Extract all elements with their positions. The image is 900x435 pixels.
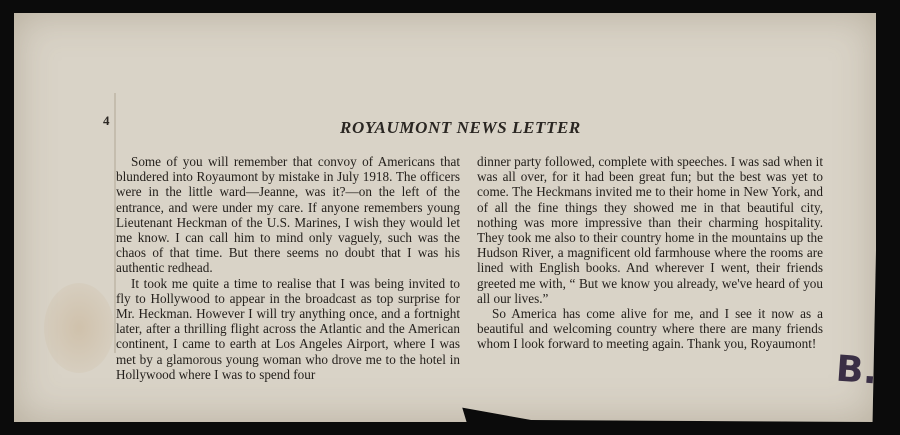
left-paragraph-1: Some of you will remember that convoy of Americans that blundered into Royaumont by mistake in July 1918. The officers were in the little ward—Jeanne, was it?—on the left of the entrance, and were under my care. If anyone remembers young Lieutenant Heckman of the U.S. Marines, I wish they would let me know. I can call him to mind only vaguely, such was the chaos of that time. But there seems no doubt that I was his authentic redhead. [116,154,460,276]
paper-stain [44,283,114,373]
right-paragraph-2: So America has come alive for me, and I see it now as a beautiful and welcoming country where there are many friends whom I look forward to meeting again. Thank you, Royaumont! [477,306,823,352]
page-number: 4 [103,113,110,128]
left-column [116,154,460,382]
right-paragraph-1: dinner party followed, complete with speeches. I was sad when it was all over, for it had been great fun; but the best was yet to come. The Heckmans invited me to their home in New York, and of all the fine things they showed me in that beautiful city, nothing was more impressive than their charming hospitality. They took me also to their country home in the mountains up the Hudson River, a magnificent old farmhouse where the rooms are lined with English books. And wherever I went, their friends greeted me with, “ But we know you already, we've heard of you all our lives.” [477,154,823,306]
running-title: ROYAUMONT NEWS LETTER [340,118,581,137]
handwritten-mark: B. [834,348,879,393]
left-paragraph-2: It took me quite a time to realise that I was being invited to fly to Hollywood to appear in the broadcast as top surprise for Mr. Heckman. However I will try anything once, and a fortnight later, after a thrilling flight across the Atlantic and the American continent, I came to earth at Los Angeles Airport, where I was met by a glamorous young woman who drove me to the hotel in Hollywood where I was to spend four [116,275,460,382]
right-column [477,154,823,352]
